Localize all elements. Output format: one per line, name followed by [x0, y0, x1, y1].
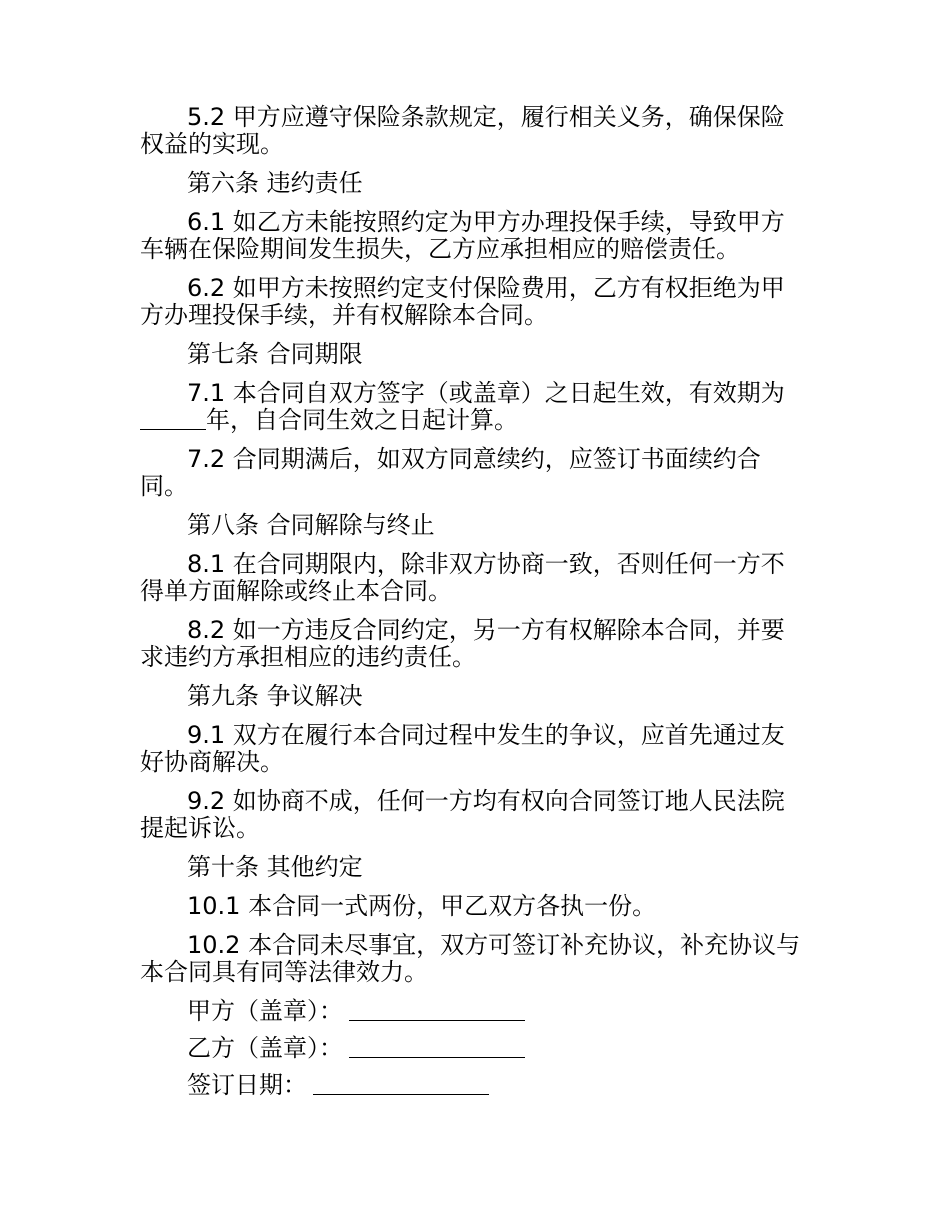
clause-10-2: 10.2 本合同未尽事宜，双方可签订补充协议，补充协议与本合同具有同等法律效力。: [140, 931, 801, 986]
clause-8-1: 8.1 在合同期限内，除非双方协商一致，否则任何一方不得单方面解除或终止本合同。: [140, 550, 785, 605]
clause-9-1: 9.1 双方在履行本合同过程中发生的争议，应首先通过友好协商解决。: [140, 721, 785, 776]
clause-10-1: 10.1 本合同一式两份，甲乙双方各执一份。: [187, 892, 657, 920]
clause-7-2: 7.2 合同期满后，如双方同意续约，应签订书面续约合同。: [140, 445, 761, 500]
party-a-label: 甲方（盖章）：: [187, 997, 343, 1025]
clause-5-2: 5.2 甲方应遵守保险条款规定，履行相关义务，确保保险权益的实现。: [140, 103, 785, 158]
party-b-signature: [140, 1035, 802, 1062]
clause-6-1: 6.1 如乙方未能按照约定为甲方办理投保手续，导致甲方车辆在保险期间发生损失，乙方应承担相应的赔偿责任。: [140, 208, 785, 263]
contract-body: [140, 104, 802, 1109]
clause-7-1-part-2: 年，自合同生效之日起计算。: [206, 406, 518, 434]
party-a-signature: [140, 998, 802, 1025]
clause-8-2: 8.2 如一方违反合同约定，另一方有权解除本合同，并要求违约方承担相应的违约责任。: [140, 616, 785, 671]
article-6-heading: 第六条 违约责任: [187, 169, 363, 197]
article-7-heading: 第七条 合同期限: [187, 340, 363, 368]
party-b-label: 乙方（盖章）：: [187, 1034, 343, 1062]
article-10-heading: 第十条 其他约定: [187, 853, 363, 881]
party-a-signature-line: [349, 1000, 525, 1021]
signing-date-line: [313, 1074, 489, 1095]
signing-date-label: 签订日期：: [187, 1071, 307, 1099]
term-years-blank: [140, 409, 206, 430]
signing-date: [140, 1072, 802, 1099]
clause-9-2: 9.2 如协商不成，任何一方均有权向合同签订地人民法院提起诉讼。: [140, 787, 785, 842]
party-b-signature-line: [349, 1037, 525, 1058]
article-9-heading: 第九条 争议解决: [187, 682, 363, 710]
article-8-heading: 第八条 合同解除与终止: [187, 511, 435, 539]
clause-7-1: [140, 380, 802, 434]
clause-6-2: 6.2 如甲方未按照约定支付保险费用，乙方有权拒绝为甲方办理投保手续，并有权解除本合同。: [140, 274, 785, 329]
clause-7-1-part-1: 7.1 本合同自双方签字（或盖章）之日起生效，有效期为: [187, 379, 785, 407]
